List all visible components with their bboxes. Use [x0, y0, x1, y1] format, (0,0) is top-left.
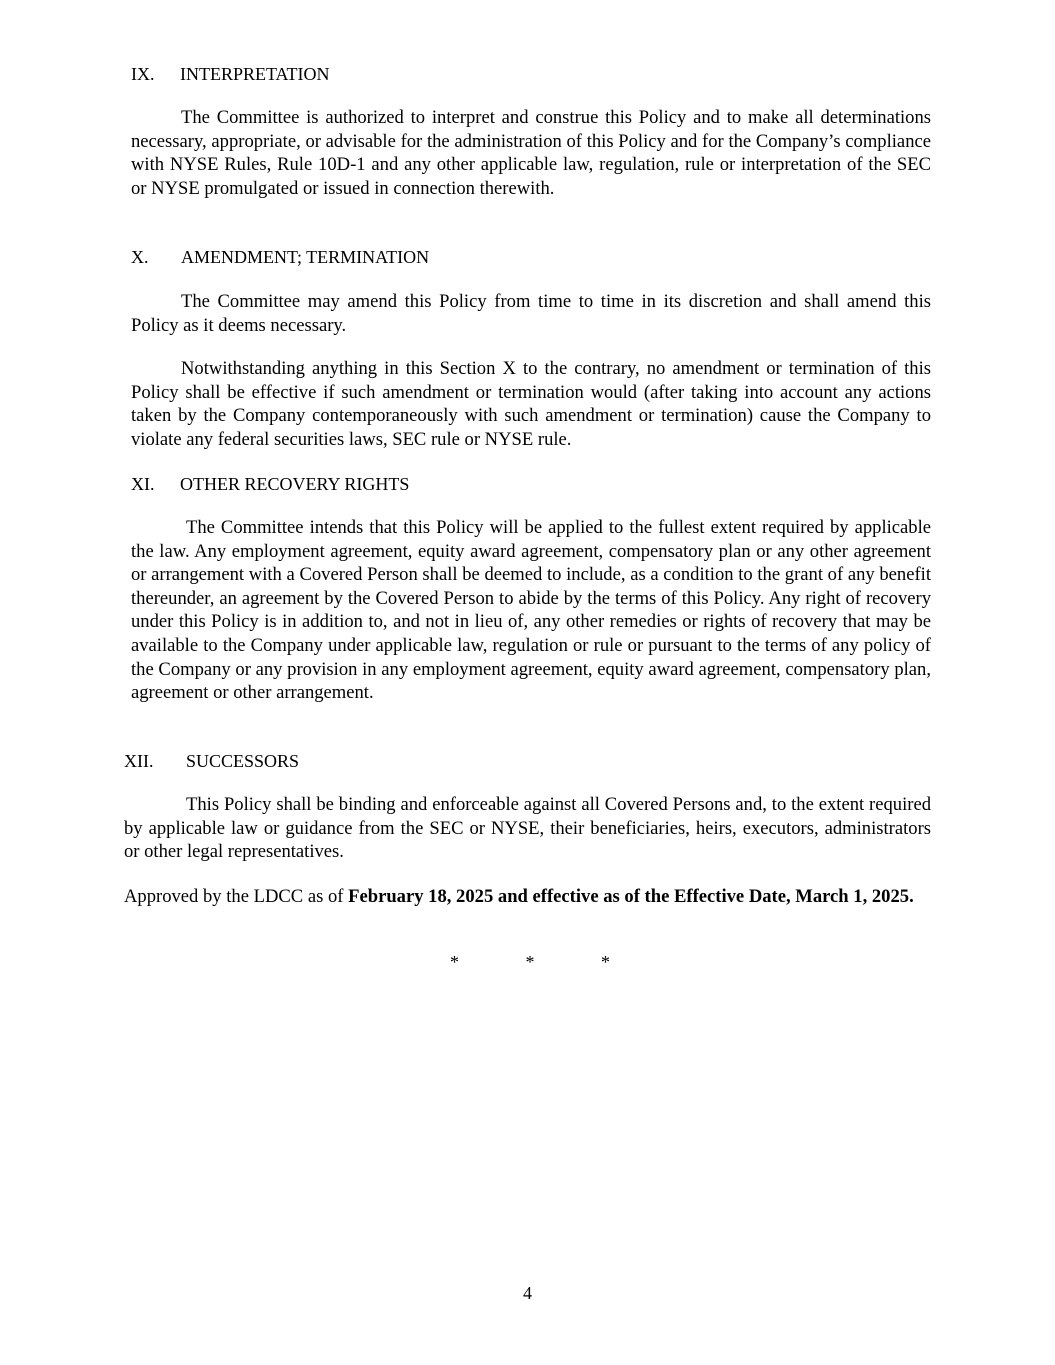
section-xii-number: XII.: [124, 751, 154, 771]
page-number: 4: [523, 1283, 532, 1303]
section-ix-paragraph: The Committee is authorized to interpret and construe this Policy and to make all determinations necessary, appropriate, or advisable for the administration of this Policy and for the Company’s compliance with NYSE Rules, Rule 10D-1 and any other applicable law, regulation, rule or interpretation of the SEC or NYSE promulgated or issued in connection therewith.: [131, 107, 931, 199]
section-xi-heading: [131, 472, 409, 496]
section-ix-number: IX.: [131, 64, 155, 84]
approval-date-text: February 18, 2025 and effective as of the Effective Date, March 1, 2025.: [348, 886, 914, 907]
section-xii-heading: [124, 749, 299, 773]
section-ix-heading: [131, 62, 330, 86]
section-ix-title: INTERPRETATION: [180, 64, 330, 84]
separator-star: *: [450, 952, 459, 972]
separator-star: *: [525, 952, 535, 972]
section-x-number: X.: [131, 247, 149, 267]
separator-star: *: [601, 952, 610, 972]
separator-stars: [450, 950, 610, 974]
approval-prefix: Approved by the LDCC as of: [124, 886, 349, 907]
section-xii-title: SUCCESSORS: [186, 751, 300, 771]
section-xi-paragraph: The Committee intends that this Policy will be applied to the fullest extent required by applicable the law. Any employment agreement, equity award agreement, compensatory plan or any other agreement or arrangement with a Covered Person shall be deemed to include, as a condition to the grant of any benefit thereunder, an agreement by the Covered Person to abide by the terms of this Policy. Any right of recovery under this Policy is in addition to, and not in lieu of, any other remedies or rights of recovery that may be available to the Company under applicable law, regulation or rule or pursuant to the terms of any policy of the Company or any provision in any employment agreement, equity award agreement, compensatory plan, agreement or other arrangement.: [131, 517, 931, 704]
section-xi-number: XI.: [131, 474, 155, 494]
section-x-paragraph-2: Notwithstanding anything in this Section X to the contrary, no amendment or termination of this Policy shall be effective if such amendment or termination would (after taking into account any actions taken by the Company contemporaneously with such amendment or termination) cause the Company to violate any federal securities laws, SEC rule or NYSE rule.: [131, 358, 931, 450]
section-x-heading: [131, 245, 429, 269]
section-xii-paragraph: This Policy shall be binding and enforceable against all Covered Persons and, to the extent required by applicable law or guidance from the SEC or NYSE, their beneficiaries, heirs, executors, administrators or other legal representatives.: [124, 794, 931, 863]
section-xi-title: OTHER RECOVERY RIGHTS: [180, 474, 410, 494]
approval-statement: [124, 885, 931, 909]
section-x-title: AMENDMENT; TERMINATION: [181, 247, 430, 267]
section-x-paragraph-1: The Committee may amend this Policy from time to time in its discretion and shall amend this Policy as it deems necessary.: [131, 291, 931, 336]
